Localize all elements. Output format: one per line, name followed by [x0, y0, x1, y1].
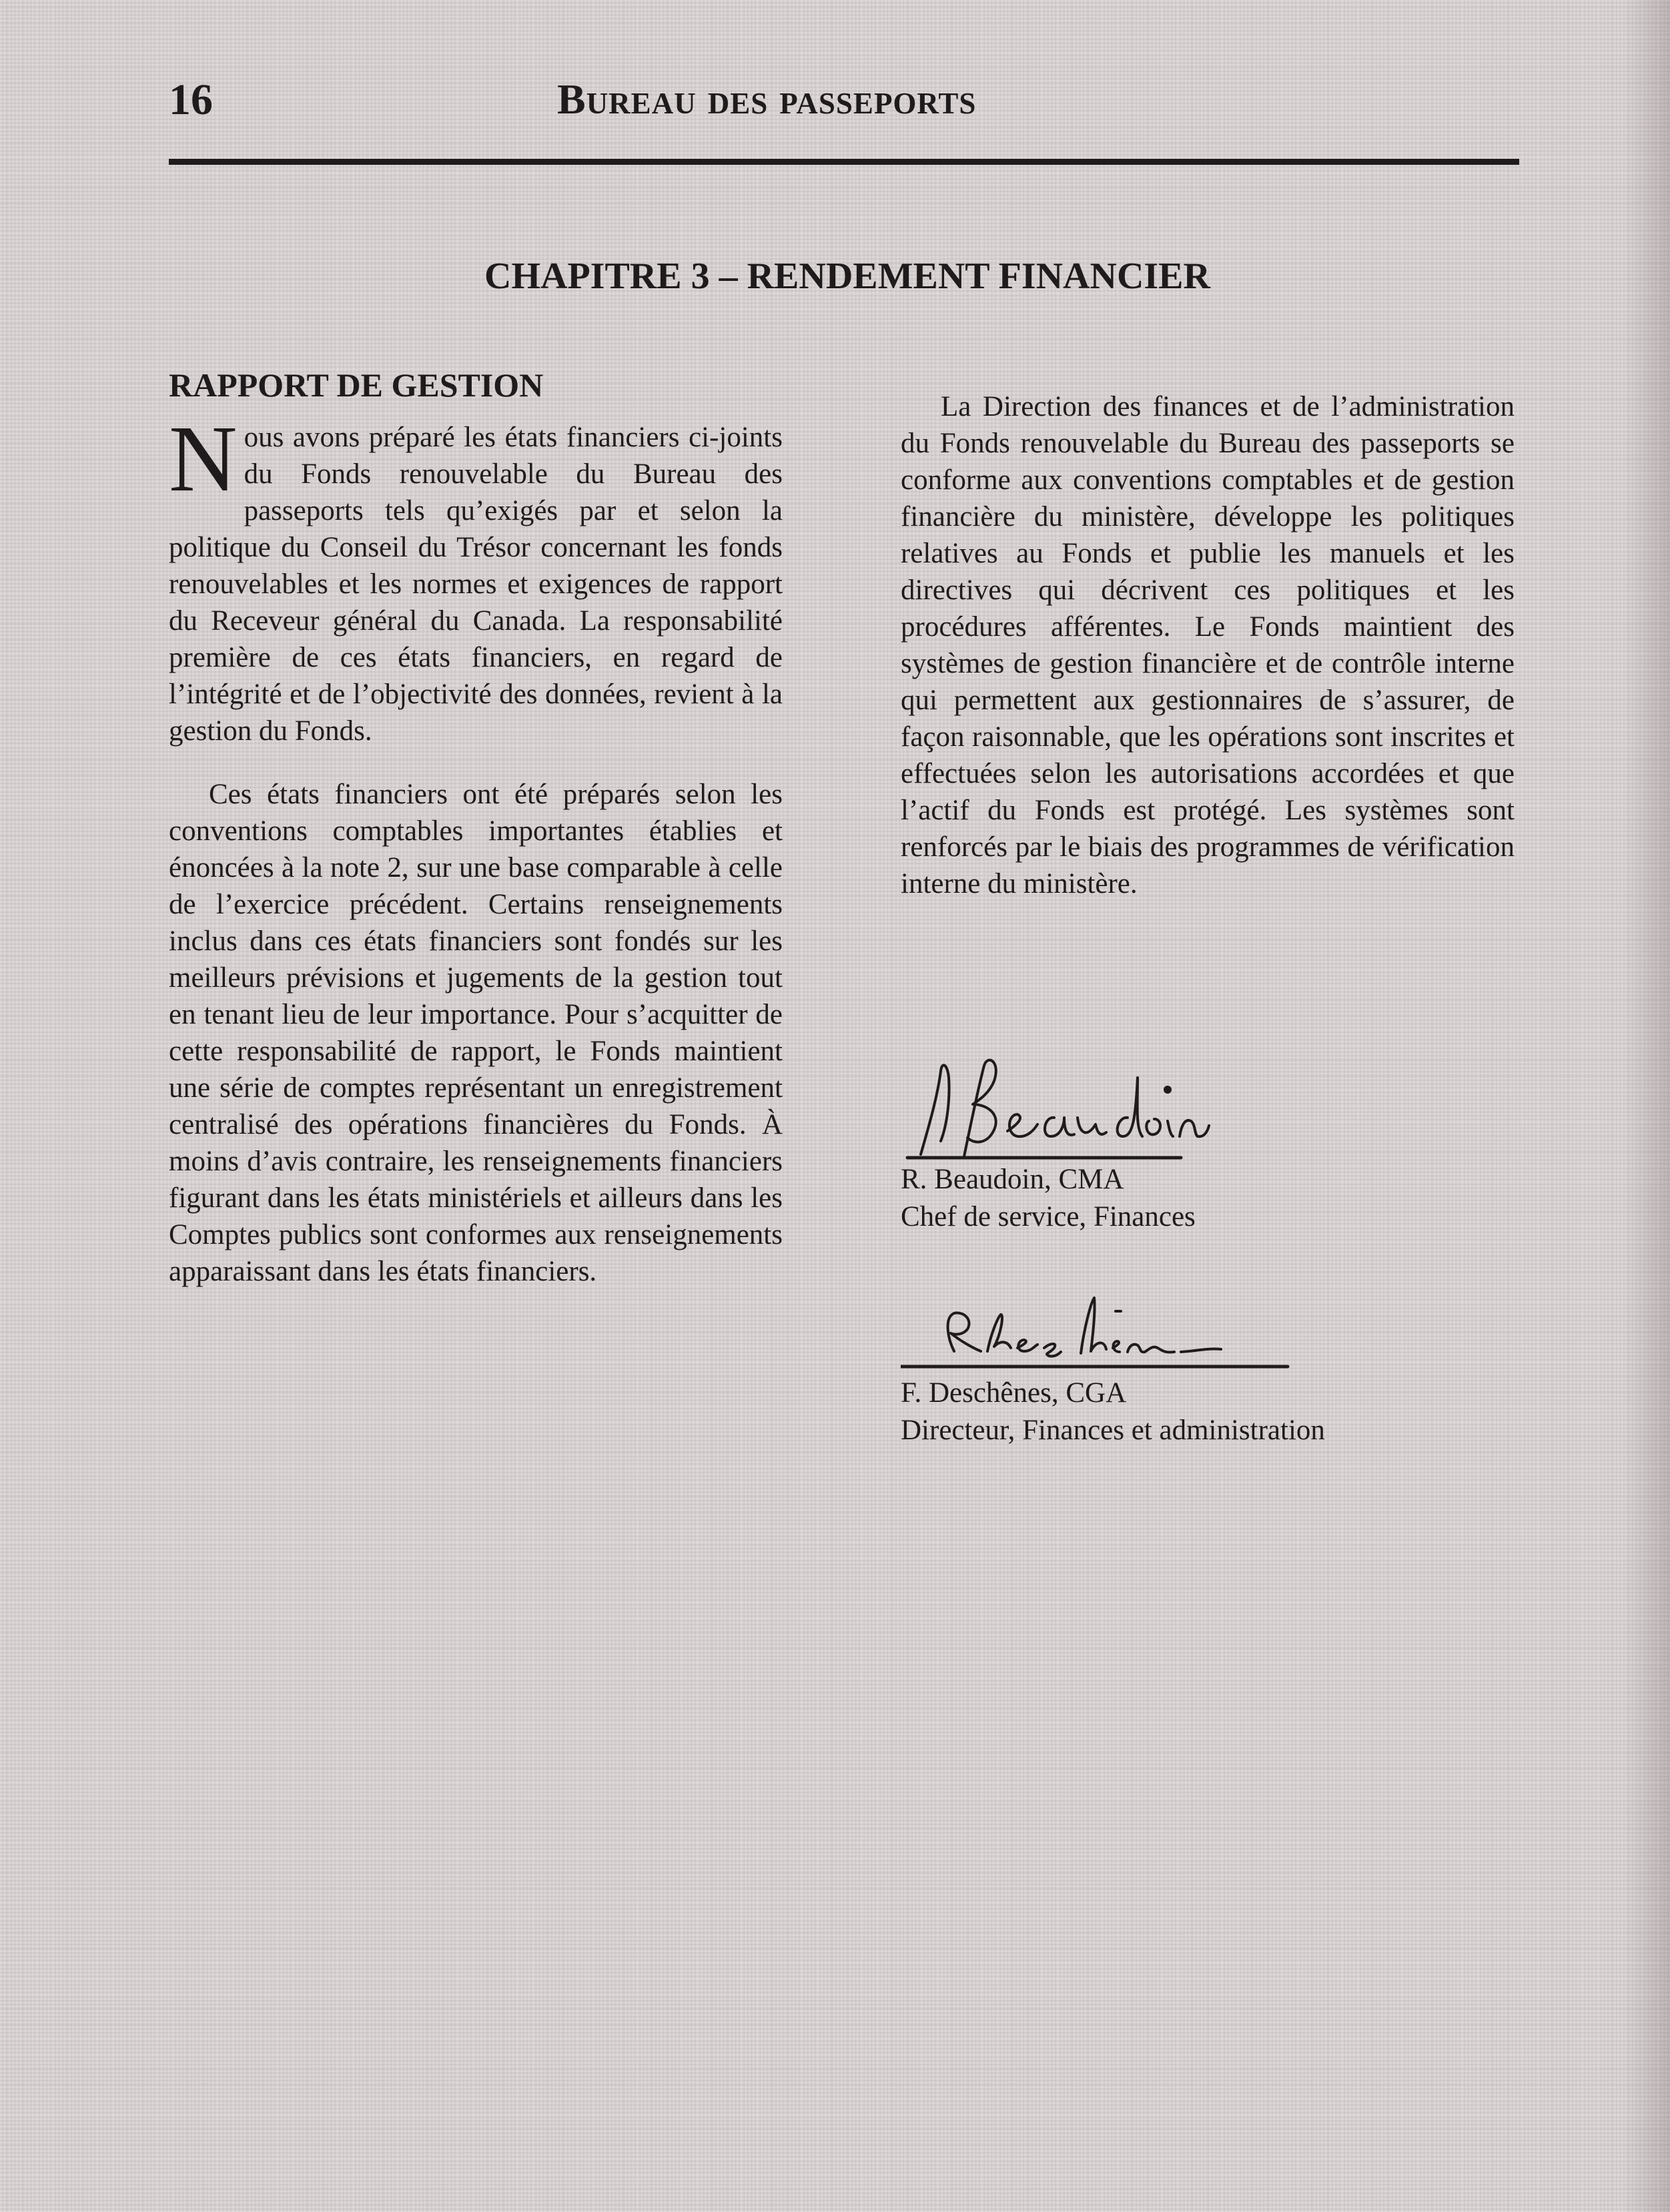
signatory-name: F. Deschênes, CGA: [901, 1377, 1127, 1409]
section-heading: RAPPORT DE GESTION: [169, 366, 544, 404]
chapter-title: CHAPITRE 3 – RENDEMENT FINANCIER: [484, 256, 1210, 297]
drop-cap: N: [169, 406, 238, 511]
running-header-title: Bureau des passeports: [557, 75, 977, 123]
signature-beaudoin-image: [901, 1051, 1248, 1161]
left-column: [169, 366, 783, 1290]
page-number: 16: [169, 75, 213, 124]
signatory-role: Directeur, Finances et administration: [901, 1415, 1325, 1446]
paragraph-1-text: ous avons préparé les états financiers ci-joints du Fonds renouvelable du Bureau des passeports tels qu’exigés par et selon la politique du Conseil du Trésor concernant les fonds renouvelables et les normes et exigences de rapport du Receveur général du Canada. La responsabilité première de ces états financiers, en regard de l’intégrité et de l’objectivité des données, revient à la gestion du Fonds.: [169, 422, 783, 747]
signature-block-beaudoin: [901, 1051, 1368, 1236]
signature-block-deschenes: [901, 1288, 1368, 1449]
signatory-name: R. Beaudoin, CMA: [901, 1164, 1124, 1195]
header-rule: [169, 159, 1519, 165]
signatory-role: Chef de service, Finances: [901, 1201, 1196, 1232]
management-report-paragraph-1: [169, 406, 783, 749]
right-column: [901, 388, 1515, 902]
signature-deschenes-image: [901, 1288, 1314, 1375]
finance-directorate-paragraph: La Direction des finances et de l’administration du Fonds renouvelable du Bureau des passeports se conforme aux conventions comptables et de gestion financière du ministère, développe les politiques relatives au Fonds et publie les manuels et les directives qui décrivent ces politiques et les procédures afférentes. Le Fonds maintient des systèmes de gestion financière et de contrôle interne qui permettent aux gestionnaires de s’assurer, de façon raisonnable, que les opérations sont inscrites et effectuées selon les autorisations accordées et que l’actif du Fonds est protégé. Les systèmes sont renforcés par le biais des programmes de vérification interne du ministère.: [901, 391, 1515, 899]
page-edge-shadow: [1623, 0, 1670, 2212]
management-report-paragraph-2: Ces états financiers ont été préparés selon les conventions comptables importantes établies et énoncées à la note 2, sur une base comparable à celle de l’exercice précédent. Certains renseignements inclus dans ces états financiers sont fondés sur les meilleurs prévisions et jugements de la gestion tout en tenant lieu de leur importance. Pour s’acquitter de cette responsabilité de rapport, le Fonds maintient une série de comptes représentant un enregistrement centralisé des opérations financières du Fonds. À moins d’avis contraire, les renseignements financiers figurant dans les états ministériels et ailleurs dans les Comptes publics sont conformes aux renseignements apparaissant dans les états financiers.: [169, 779, 783, 1287]
